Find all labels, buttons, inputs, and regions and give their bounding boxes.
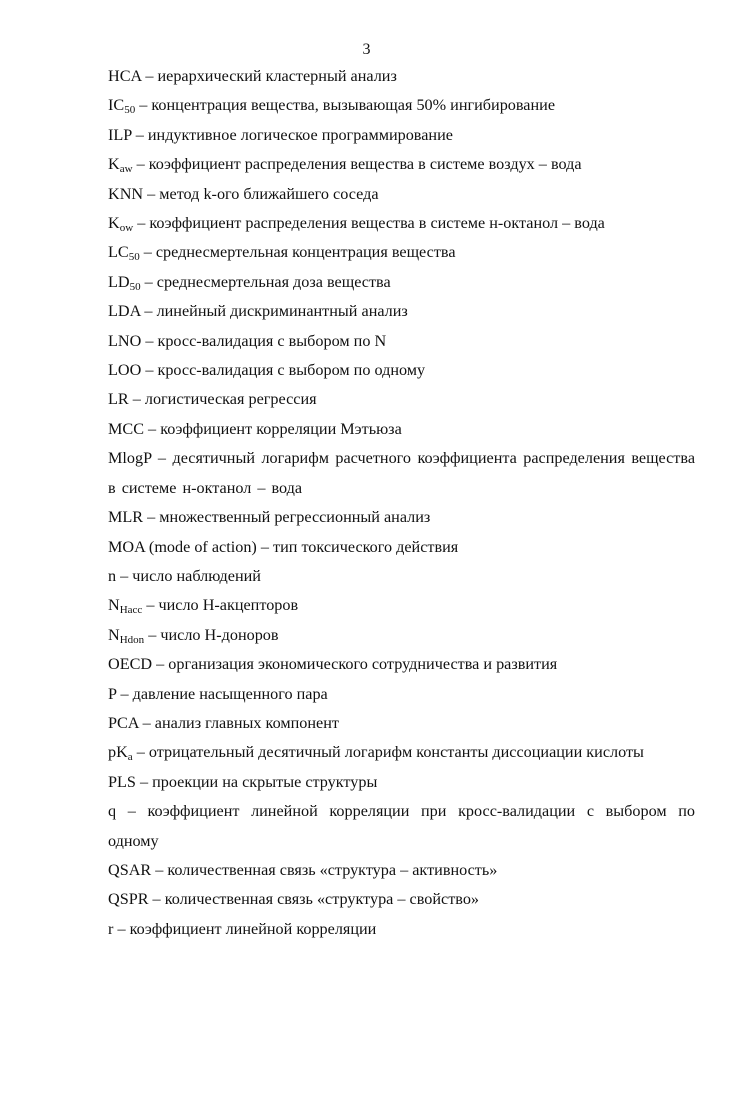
list-item: KNN – метод k-ого ближайшего соседа	[108, 184, 379, 203]
definition: организация экономического сотрудничества и развития	[168, 655, 558, 674]
list-item: MOA (mode of action) – тип токсического действия	[108, 537, 459, 556]
term-subscript: a	[127, 751, 133, 764]
definition: логистическая регрессия	[144, 390, 317, 409]
definition: проекции на скрытые структуры	[152, 772, 378, 791]
term: MOA (mode of action)	[108, 537, 257, 556]
definition: анализ главных компонент	[154, 713, 339, 732]
list-item: QSAR – количественная связь «структура – активность»	[108, 860, 498, 879]
term: n	[108, 566, 117, 585]
term: N	[108, 596, 120, 615]
definition: коэффициент линейной корреляции при кросс-валидации с выбором по одному	[108, 802, 696, 850]
definition: множественный регрессионный анализ	[159, 508, 431, 527]
list-item: Kaw – коэффициент распределения вещества в системе воздух – вода	[108, 155, 582, 176]
definition: кросс-валидация с выбором по N	[157, 331, 387, 350]
term-subscript: 50	[129, 280, 141, 293]
term: P	[108, 684, 117, 703]
term: LOO	[108, 361, 142, 380]
list-item: P – давление насыщенного пара	[108, 684, 328, 703]
term: LDA	[108, 302, 141, 321]
definition: число наблюдений	[132, 566, 261, 585]
term-subscript: aw	[119, 163, 133, 176]
term-subscript: ow	[119, 222, 134, 235]
list-item: OECD – организация экономического сотрудничества и развития	[108, 655, 558, 674]
list-item: IC50 – концентрация вещества, вызывающая 50% ингибирование	[108, 96, 556, 117]
list-item: NHacc – число H-акцепторов	[108, 596, 299, 617]
definition: количественная связь «структура – активность»	[167, 860, 498, 879]
term: N	[108, 625, 120, 644]
term: ILP	[108, 125, 132, 144]
definition: коэффициент линейной корреляции	[129, 919, 377, 938]
term: PLS	[108, 772, 136, 791]
term: MLR	[108, 508, 144, 527]
term: LC	[108, 243, 129, 262]
list-item: MlogP – десятичный логарифм расчетного коэффициента распределения вещества в системе н-октанол – вода	[108, 449, 696, 497]
term: HCA	[108, 67, 142, 85]
list-item: PCA – анализ главных компонент	[108, 713, 339, 732]
abbreviation-list	[108, 62, 695, 944]
definition: среднесмертельная доза вещества	[156, 272, 391, 291]
list-item: n – число наблюдений	[108, 566, 261, 585]
list-item: MLR – множественный регрессионный анализ	[108, 508, 431, 527]
definition: число H-акцепторов	[158, 596, 299, 615]
term: OECD	[108, 655, 153, 674]
definition: коэффициент распределения вещества в системе н-октанол – вода	[149, 214, 605, 233]
list-item: LC50 – среднесмертельная концентрация вещества	[108, 243, 456, 264]
list-item: QSPR – количественная связь «структура – свойство»	[108, 890, 480, 909]
term-subscript: Hdon	[119, 633, 145, 646]
term: QSAR	[108, 860, 152, 879]
definition: коэффициент распределения вещества в системе воздух – вода	[148, 155, 582, 174]
definition: число H-доноров	[160, 625, 279, 644]
term: LNO	[108, 331, 142, 350]
term-subscript: 50	[124, 104, 136, 117]
term: r	[108, 919, 114, 938]
definition: метод k-ого ближайшего соседа	[159, 184, 379, 203]
definition: тип токсического действия	[273, 537, 459, 556]
term-subscript: 50	[128, 251, 140, 264]
term: PCA	[108, 713, 139, 732]
list-item: LDA – линейный дискриминантный анализ	[108, 302, 408, 321]
definition: десятичный логарифм расчетного коэффициента распределения вещества в системе н-октанол – вода	[108, 449, 696, 497]
page-number: 3	[362, 41, 371, 58]
list-item: LR – логистическая регрессия	[108, 390, 317, 409]
definition: кросс-валидация с выбором по одному	[157, 361, 426, 380]
definition: концентрация вещества, вызывающая 50% ингибирование	[151, 96, 556, 115]
term: q	[108, 802, 117, 821]
definition: количественная связь «структура – свойство»	[164, 890, 480, 909]
term: QSPR	[108, 890, 149, 909]
term: pK	[108, 743, 128, 762]
list-item: pKa – отрицательный десятичный логарифм константы диссоциации кислоты	[108, 743, 644, 764]
term: LR	[108, 390, 129, 409]
definition: среднесмертельная концентрация вещества	[155, 243, 456, 262]
term: KNN	[108, 184, 144, 203]
list-item: Kow – коэффициент распределения вещества в системе н-октанол – вода	[108, 214, 605, 235]
term: IC	[108, 96, 125, 115]
list-item: MCC – коэффициент корреляции Мэтьюза	[108, 419, 402, 438]
term-subscript: Hacc	[119, 604, 143, 617]
term: K	[108, 155, 120, 174]
term: MCC	[108, 419, 144, 438]
definition: отрицательный десятичный логарифм константы диссоциации кислоты	[148, 743, 644, 762]
term: MlogP	[108, 449, 152, 468]
list-item: r – коэффициент линейной корреляции	[108, 919, 377, 938]
list-item: q – коэффициент линейной корреляции при кросс-валидации с выбором по одному	[108, 802, 696, 850]
definition: иерархический кластерный анализ	[157, 67, 397, 85]
list-item: LOO – кросс-валидация с выбором по одному	[108, 361, 426, 380]
list-item: PLS – проекции на скрытые структуры	[108, 772, 378, 791]
list-item: LNO – кросс-валидация с выбором по N	[108, 331, 387, 350]
list-item: LD50 – среднесмертельная доза вещества	[108, 272, 391, 293]
list-item: ILP – индуктивное логическое программирование	[108, 125, 453, 144]
definition: линейный дискриминантный анализ	[156, 302, 408, 321]
definition: коэффициент корреляции Мэтьюза	[160, 419, 402, 438]
definition: индуктивное логическое программирование	[147, 125, 453, 144]
list-item: NHdon – число H-доноров	[108, 625, 279, 646]
definition: давление насыщенного пара	[132, 684, 328, 703]
term: LD	[108, 272, 130, 291]
term: K	[108, 214, 120, 233]
list-item: HCA – иерархический кластерный анализ	[108, 67, 397, 85]
